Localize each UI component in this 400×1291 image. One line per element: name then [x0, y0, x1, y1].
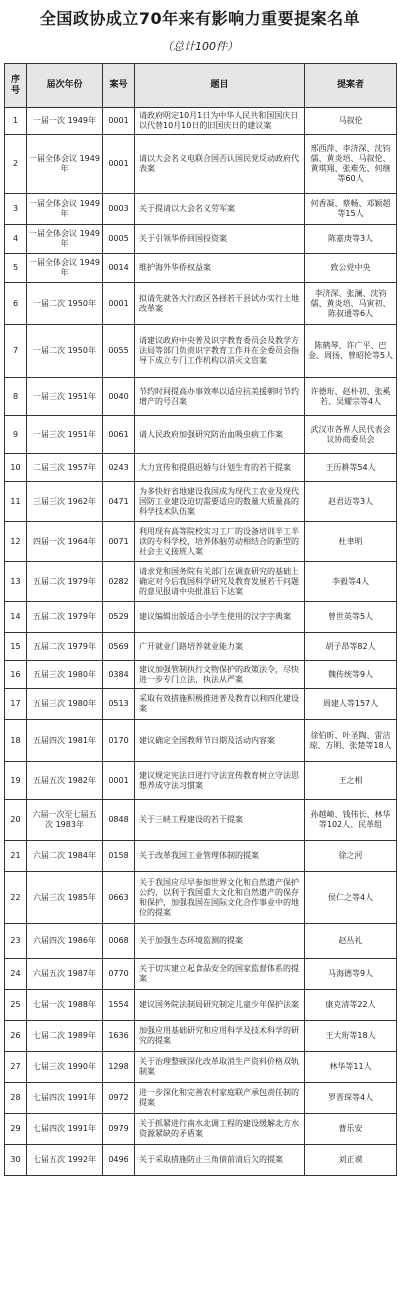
row-case-number: 0243	[103, 454, 135, 482]
row-case-number: 0014	[103, 254, 135, 283]
row-session: 一届二次 1950年	[27, 325, 103, 378]
table-row	[5, 689, 397, 720]
row-case-number: 0384	[103, 661, 135, 689]
row-session: 七届四次 1991年	[27, 1083, 103, 1114]
table-row	[5, 194, 397, 225]
row-number: 20	[5, 800, 27, 841]
row-number: 30	[5, 1145, 27, 1176]
row-topic: 节约时间提高办事效率以适应抗美援朝时节约增产的号召案	[135, 378, 305, 416]
row-number: 23	[5, 924, 27, 959]
row-number: 2	[5, 135, 27, 194]
row-session: 七届三次 1990年	[27, 1052, 103, 1083]
table-header-row	[5, 64, 397, 108]
row-proposer: 王之相	[305, 762, 397, 800]
row-number: 25	[5, 990, 27, 1021]
row-topic: 请建议政府中央普及识字教育委员会及教学方法局等部门负责识字教育工作并在全委员会指导下成立专门工作机构以消灭文盲案	[135, 325, 305, 378]
table-row	[5, 225, 397, 254]
row-number: 27	[5, 1052, 27, 1083]
row-number: 17	[5, 689, 27, 720]
row-session: 四届一次 1964年	[27, 522, 103, 562]
header-topic: 题目	[135, 64, 305, 108]
header-proposer: 提案者	[305, 64, 397, 108]
row-case-number: 0663	[103, 872, 135, 924]
row-session: 六届三次 1985年	[27, 872, 103, 924]
row-case-number: 0001	[103, 108, 135, 135]
row-number: 3	[5, 194, 27, 225]
table-body	[5, 108, 397, 1176]
row-topic: 关于我国应尽早参加世界文化和自然遗产保护公约，以利于我国重大文化和自然遗产的保存和保护，加强我国在国际文化合作事业中的地位的提案	[135, 872, 305, 924]
row-number: 24	[5, 959, 27, 990]
row-proposer: 许德珩、赵朴初、张奚若、吴耀宗等4人	[305, 378, 397, 416]
row-case-number: 0529	[103, 602, 135, 633]
row-number: 7	[5, 325, 27, 378]
row-case-number: 0055	[103, 325, 135, 378]
table-row	[5, 661, 397, 689]
row-proposer: 孙越崎、钱伟长、林华等102人、民革组	[305, 800, 397, 841]
row-number: 1	[5, 108, 27, 135]
page-title: 全国政协成立70年来有影响力重要提案名单	[39, 9, 361, 28]
row-session: 二届三次 1957年	[27, 454, 103, 482]
row-case-number: 0158	[103, 841, 135, 872]
row-proposer: 罗晋琛等4人	[305, 1083, 397, 1114]
row-number: 15	[5, 633, 27, 661]
row-topic: 关于提请以大会名义劳军案	[135, 194, 305, 225]
row-topic: 关于治理整顿深化改革取消生产资料价格双轨制案	[135, 1052, 305, 1083]
row-case-number: 1636	[103, 1021, 135, 1052]
row-proposer: 胡子昂等82人	[305, 633, 397, 661]
row-proposer: 李济深、张澜、沈钧儒、黄炎培、马寅初、陈叔通等6人	[305, 283, 397, 325]
row-session: 七届五次 1992年	[27, 1145, 103, 1176]
row-proposer: 林华等11人	[305, 1052, 397, 1083]
row-session: 七届一次 1988年	[27, 990, 103, 1021]
row-session: 六届五次 1987年	[27, 959, 103, 990]
row-number: 13	[5, 562, 27, 602]
row-session: 五届三次 1980年	[27, 661, 103, 689]
row-session: 五届二次 1979年	[27, 562, 103, 602]
row-topic: 采取有效措施积极推进普及教育以利四化建设案	[135, 689, 305, 720]
row-proposer: 刘正谟	[305, 1145, 397, 1176]
row-topic: 拟请先就各大行政区各择若干县试办实行土地改革案	[135, 283, 305, 325]
table-row	[5, 562, 397, 602]
row-case-number: 0496	[103, 1145, 135, 1176]
row-session: 六届四次 1986年	[27, 924, 103, 959]
row-session: 一届二次 1950年	[27, 283, 103, 325]
row-session: 六届一次至七届五次 1983年	[27, 800, 103, 841]
table-row	[5, 762, 397, 800]
row-number: 22	[5, 872, 27, 924]
table-row	[5, 1021, 397, 1052]
table-row	[5, 108, 397, 135]
table-row	[5, 1145, 397, 1176]
row-proposer: 杜聿明	[305, 522, 397, 562]
row-proposer: 何香凝、蔡畅、邓颖超等15人	[305, 194, 397, 225]
row-topic: 建议规定宪法日进行守法宣传教育树立守法思想养成守法习惯案	[135, 762, 305, 800]
row-case-number: 0170	[103, 720, 135, 762]
row-proposer: 王历耕等54人	[305, 454, 397, 482]
table-row	[5, 602, 397, 633]
header-no: 序号	[5, 64, 27, 108]
row-number: 5	[5, 254, 27, 283]
header-case-no: 案号	[103, 64, 135, 108]
row-case-number: 0040	[103, 378, 135, 416]
row-case-number: 1554	[103, 990, 135, 1021]
row-session: 一届全体会议 1949年	[27, 225, 103, 254]
row-case-number: 0001	[103, 762, 135, 800]
row-proposer: 马叙伦	[305, 108, 397, 135]
row-session: 六届二次 1984年	[27, 841, 103, 872]
table-row	[5, 1083, 397, 1114]
row-number: 21	[5, 841, 27, 872]
row-topic: 建议确定全国教师节日期及活动内容案	[135, 720, 305, 762]
row-session: 一届三次 1951年	[27, 378, 103, 416]
table-row	[5, 454, 397, 482]
row-session: 五届二次 1979年	[27, 633, 103, 661]
row-session: 一届全体会议 1949年	[27, 194, 103, 225]
row-number: 12	[5, 522, 27, 562]
table-row	[5, 1052, 397, 1083]
row-proposer: 马海德等9人	[305, 959, 397, 990]
row-session: 一届一次 1949年	[27, 108, 103, 135]
row-session: 七届二次 1989年	[27, 1021, 103, 1052]
row-number: 19	[5, 762, 27, 800]
row-topic: 关于三峡工程建设的若干提案	[135, 800, 305, 841]
row-proposer: 陈鹤琴、许广平、巴金、周扬、曾昭抡等5人	[305, 325, 397, 378]
row-session: 五届三次 1980年	[27, 689, 103, 720]
row-topic: 请以大会名义电联合国否认国民党反动政府代表案	[135, 135, 305, 194]
row-number: 14	[5, 602, 27, 633]
row-topic: 加强应用基础研究和应用科学及技术科学的研究的提案	[135, 1021, 305, 1052]
table-row	[5, 841, 397, 872]
row-case-number: 0513	[103, 689, 135, 720]
row-proposer: 周建人等157人	[305, 689, 397, 720]
row-number: 11	[5, 482, 27, 522]
row-topic: 广开就业门路培养就业能力案	[135, 633, 305, 661]
row-proposer: 赵丛礼	[305, 924, 397, 959]
row-case-number: 0979	[103, 1114, 135, 1145]
row-session: 七届四次 1991年	[27, 1114, 103, 1145]
row-session: 五届五次 1982年	[27, 762, 103, 800]
row-case-number: 0003	[103, 194, 135, 225]
row-topic: 进一步深化和完善农村家庭联产承包责任制的提案	[135, 1083, 305, 1114]
row-topic: 关于加强生态环境监测的提案	[135, 924, 305, 959]
row-proposer: 曾世英等5人	[305, 602, 397, 633]
row-session: 五届四次 1981年	[27, 720, 103, 762]
row-topic: 利用现有高等院校实习工厂的设备培训半工半读的专科学校，培养体脑劳动相结合的新型的社会主义接班人案	[135, 522, 305, 562]
header-session: 届次年份	[27, 64, 103, 108]
row-session: 五届二次 1979年	[27, 602, 103, 633]
row-number: 9	[5, 416, 27, 454]
row-session: 一届全体会议 1949年	[27, 254, 103, 283]
row-proposer: 康克清等22人	[305, 990, 397, 1021]
row-case-number: 0471	[103, 482, 135, 522]
row-session: 三届三次 1962年	[27, 482, 103, 522]
row-case-number: 0770	[103, 959, 135, 990]
table-row	[5, 720, 397, 762]
row-case-number: 0068	[103, 924, 135, 959]
row-proposer: 李毅等4人	[305, 562, 397, 602]
row-case-number: 0061	[103, 416, 135, 454]
table-row	[5, 283, 397, 325]
table-row	[5, 254, 397, 283]
row-topic: 维护海外华侨权益案	[135, 254, 305, 283]
row-topic: 关于改革我国工业管理体制的提案	[135, 841, 305, 872]
row-session: 一届三次 1951年	[27, 416, 103, 454]
row-number: 16	[5, 661, 27, 689]
table-row	[5, 416, 397, 454]
table-row	[5, 522, 397, 562]
row-topic: 建议加强管制执行文物保护的政策法令，尽快进一步专门立法，执法从严案	[135, 661, 305, 689]
row-proposer: 徐之河	[305, 841, 397, 872]
row-proposer: 邢西萍、李济深、沈钧儒、黄炎培、马叙伦、黄琪翔、张难先、何继等60人	[305, 135, 397, 194]
row-proposer: 曹乐安	[305, 1114, 397, 1145]
row-case-number: 1298	[103, 1052, 135, 1083]
row-topic: 关于引领华侨回国投资案	[135, 225, 305, 254]
table-row	[5, 800, 397, 841]
row-case-number: 0005	[103, 225, 135, 254]
row-number: 28	[5, 1083, 27, 1114]
row-topic: 请人民政府加强研究防治血吸虫病工作案	[135, 416, 305, 454]
row-topic: 建议国务院法制局研究制定儿童少年保护法案	[135, 990, 305, 1021]
row-proposer: 侯仁之等4人	[305, 872, 397, 924]
row-proposer: 武汉市各界人民代表会议协商委员会	[305, 416, 397, 454]
table-row	[5, 1114, 397, 1145]
row-number: 6	[5, 283, 27, 325]
table-row	[5, 135, 397, 194]
row-case-number: 0001	[103, 135, 135, 194]
table-row	[5, 990, 397, 1021]
row-topic: 大力宣传和提倡迟婚与计划生育的若干提案	[135, 454, 305, 482]
row-number: 4	[5, 225, 27, 254]
table-row	[5, 482, 397, 522]
row-topic: 关于抓紧进行南水北调工程的建设缓解北方水资源紧缺的矛盾案	[135, 1114, 305, 1145]
row-proposer: 陈嘉庚等3人	[305, 225, 397, 254]
table-row	[5, 633, 397, 661]
table-row	[5, 378, 397, 416]
row-case-number: 0071	[103, 522, 135, 562]
proposals-table	[4, 63, 397, 1176]
row-topic: 关于切实建立起食品安全的国家监督体系的提案	[135, 959, 305, 990]
table-row	[5, 325, 397, 378]
row-case-number: 0569	[103, 633, 135, 661]
row-topic: 建议编辑出版适合小学生使用的汉字字典案	[135, 602, 305, 633]
row-case-number: 0001	[103, 283, 135, 325]
row-case-number: 0282	[103, 562, 135, 602]
row-case-number: 0972	[103, 1083, 135, 1114]
row-number: 10	[5, 454, 27, 482]
row-number: 29	[5, 1114, 27, 1145]
page-subtitle: （总计100件）	[162, 40, 238, 53]
row-number: 8	[5, 378, 27, 416]
row-number: 26	[5, 1021, 27, 1052]
row-session: 一届全体会议 1949年	[27, 135, 103, 194]
row-proposer: 魏传统等9人	[305, 661, 397, 689]
row-case-number: 0848	[103, 800, 135, 841]
row-topic: 请政府明定10月1日为中华人民共和国国庆日以代替10月10日的旧国庆日的建议案	[135, 108, 305, 135]
row-number: 18	[5, 720, 27, 762]
table-row	[5, 924, 397, 959]
table-row	[5, 872, 397, 924]
row-proposer: 致公党中央	[305, 254, 397, 283]
table-row	[5, 959, 397, 990]
row-topic: 关于采取措施防止三角债前清后欠的提案	[135, 1145, 305, 1176]
row-topic: 为多快好省地建设我国成为现代工农业及现代国防工业建设迫切需要适应的数量大质量高的科学技术队伍案	[135, 482, 305, 522]
row-proposer: 徐伯昕、叶圣陶、雷洁琼、方明、张楚等18人	[305, 720, 397, 762]
row-proposer: 赵君迈等3人	[305, 482, 397, 522]
row-proposer: 王大珩等18人	[305, 1021, 397, 1052]
row-topic: 请求党和国务院有关部门在调查研究的基础上确定对今后我国科学研究及教育发展若干问题的意见报请中央批准后下达案	[135, 562, 305, 602]
